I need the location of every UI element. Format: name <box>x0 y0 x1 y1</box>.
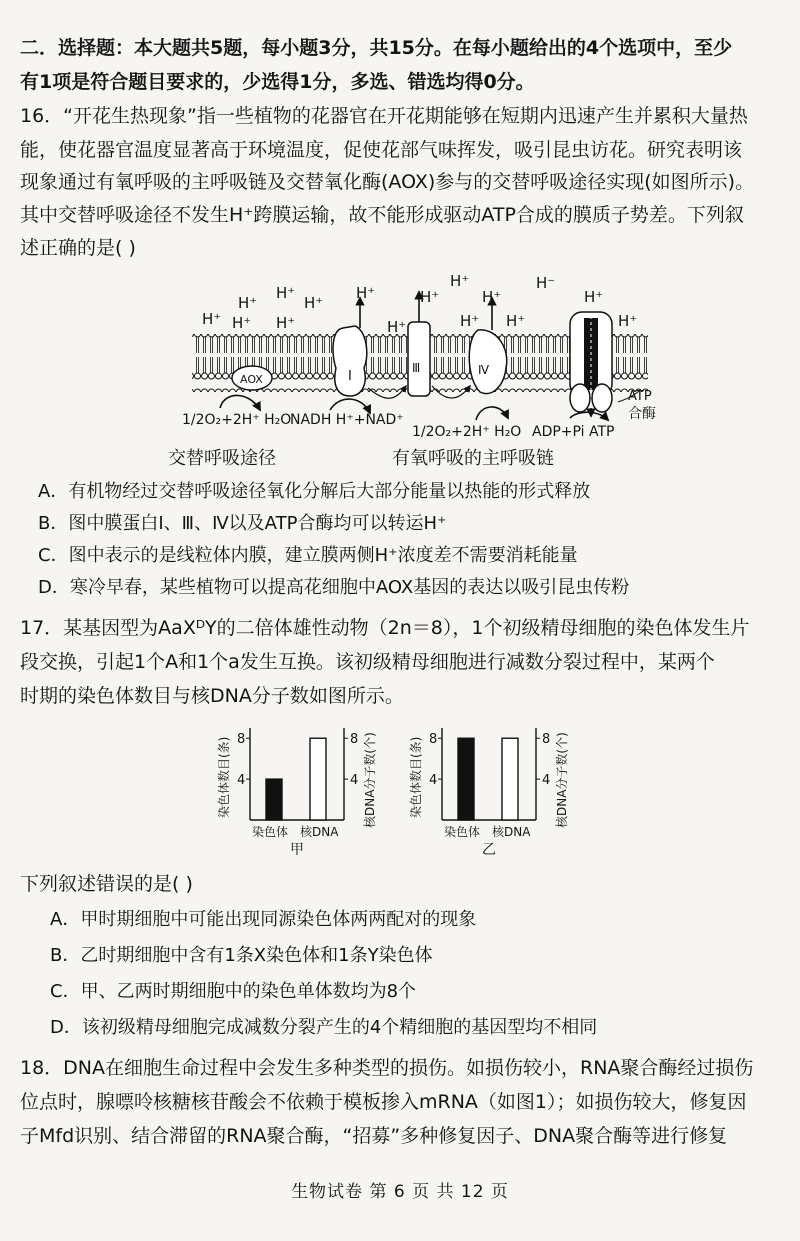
q17-stem-line-1: 17．某基因型为AaXᴰY的二倍体雄性动物（2n＝8），1个初级精母细胞的染色体发生片 <box>20 617 750 639</box>
q16-stem-line-5: 述正确的是( ) <box>20 237 136 259</box>
h-plus-label: H⁺ <box>238 294 258 312</box>
atp-synthase-label-1: ATP <box>628 389 652 404</box>
y-tick-label-left: 4 <box>237 773 246 789</box>
section-header-line-2: 有1项是符合题目要求的，少选得1分，多选、错选均得0分。 <box>20 71 535 93</box>
complex-iii-label: Ⅲ <box>412 361 421 375</box>
h-minus-label: H⁻ <box>536 274 556 292</box>
aox-equation: 1/2O₂+2H⁺ H₂O <box>182 412 292 428</box>
h-plus-label: H⁺ <box>420 288 440 306</box>
y-tick-label-left: 4 <box>429 773 438 789</box>
q16-stem-line-4: 其中交替呼吸途径不发生H⁺跨膜运输，故不能形成驱动ATP合成的膜质子势差。下列叙 <box>20 204 744 226</box>
respiration-chain-figure <box>168 268 680 474</box>
q17-stem-line-3: 时期的染色体数目与核DNA分子数如图所示。 <box>20 685 404 707</box>
q17-prompt: 下列叙述错误的是( ) <box>20 873 193 895</box>
h-plus-label: H⁺ <box>506 312 526 330</box>
h-plus-label: H⁺ <box>584 288 604 306</box>
x-category-label: 核DNA <box>300 825 339 839</box>
h-plus-label: H⁺ <box>202 310 222 328</box>
section-header-line-1: 二．选择题：本大题共5题，每小题3分，共15分。在每小题给出的4个选项中，至少 <box>20 37 733 59</box>
complex-iii-protein <box>408 292 430 396</box>
q18-stem-line-1: 18．DNA在细胞生命过程中会发生多种类型的损伤。如损伤较小，RNA聚合酶经过损伤 <box>20 1057 754 1079</box>
complex-iv-equation: 1/2O₂+2H⁺ H₂O <box>412 424 522 440</box>
bar-chromosome <box>458 738 474 820</box>
h-plus-label: H⁺ <box>460 312 480 330</box>
y-axis-title-left: 染色体数目(条) <box>409 736 423 818</box>
atp-equation: ADP+Pi ATP <box>532 424 615 440</box>
page-footer: 生物试卷 第 6 页 共 12 页 <box>291 1182 509 1202</box>
q18-stem-line-2: 位点时，腺嘌呤核糖核苷酸会不依赖于模板掺入mRNA（如图1）；如损伤较大，修复因 <box>20 1091 747 1113</box>
h-plus-label: H⁺ <box>304 294 324 312</box>
q18-stem-line-3: 子Mfd识别、结合滞留的RNA聚合酶，“招募”多种修复因子、DNA聚合酶等进行修复 <box>20 1125 728 1147</box>
q16-option-b[interactable]: B．图中膜蛋白Ⅰ、Ⅲ、Ⅳ以及ATP合酶均可以转运H⁺ <box>38 513 447 534</box>
aox-label: AOX <box>240 373 263 386</box>
q16-stem-line-1: 16．“开花生热现象”指一些植物的花器官在开花期能够在短期内迅速产生并累积大量热 <box>20 105 748 127</box>
chart-title: 甲 <box>290 842 304 858</box>
x-category-label: 染色体 <box>444 825 481 839</box>
y-tick-label-right: 8 <box>350 732 359 748</box>
y-tick-label-right: 4 <box>350 773 359 789</box>
q17-option-a[interactable]: A．甲时期细胞中可能出现同源染色体两两配对的现象 <box>50 909 477 930</box>
y-axis-title-right: 核DNA分子数(个) <box>555 732 569 828</box>
q17-option-d[interactable]: D．该初级精母细胞完成减数分裂产生的4个精细胞的基因型均不相同 <box>50 1017 598 1038</box>
complex-i-protein <box>330 298 370 413</box>
q16-option-d[interactable]: D．寒冷早春，某些植物可以提高花细胞中AOX基因的表达以吸引昆虫传粉 <box>38 577 630 598</box>
q16-option-c[interactable]: C．图中表示的是线粒体内膜，建立膜两侧H⁺浓度差不需要消耗能量 <box>38 545 578 566</box>
x-category-label: 染色体 <box>252 825 289 839</box>
q17-stem-line-2: 段交换，引起1个A和1个a发生互换。该初级精母细胞进行减数分裂过程中，某两个 <box>20 651 715 673</box>
q16-stem-line-2: 能，使花器官温度显著高于环境温度，促使花部气味挥发，吸引昆虫访花。研究表明该 <box>20 139 743 161</box>
complex-i-label: I <box>348 369 352 384</box>
bar-nuclear-dna <box>502 738 518 820</box>
y-tick-label-left: 8 <box>237 732 246 748</box>
caption-main-chain: 有氧呼吸的主呼吸链 <box>392 448 554 469</box>
y-axis-title-right: 核DNA分子数(个) <box>363 732 377 828</box>
h-plus-label: H⁺ <box>450 272 470 290</box>
nadh-equation: NADH H⁺+NAD⁺ <box>290 412 404 428</box>
complex-iv-label: Ⅳ <box>478 363 490 377</box>
chart-title: 乙 <box>482 842 496 858</box>
q16-stem-line-3: 现象通过有氧呼吸的主呼吸链及交替氧化酶(AOX)参与的交替呼吸途径实现(如图所示)。 <box>20 171 755 193</box>
y-tick-label-right: 4 <box>542 773 551 789</box>
caption-alternative-pathway: 交替呼吸途径 <box>168 448 276 469</box>
y-tick-label-left: 8 <box>429 732 438 748</box>
h-plus-label: H⁺ <box>387 318 407 336</box>
chart-jia <box>212 722 382 862</box>
h-plus-label: H⁺ <box>232 314 252 332</box>
h-plus-label: H⁺ <box>276 284 296 302</box>
bar-nuclear-dna <box>310 738 326 820</box>
y-tick-label-right: 8 <box>542 732 551 748</box>
q17-option-b[interactable]: B．乙时期细胞中含有1条X染色体和1条Y染色体 <box>50 945 433 966</box>
atp-synthase-label-2: 合酶 <box>628 406 656 422</box>
h-plus-label: H⁺ <box>276 314 296 332</box>
h-plus-label: H⁺ <box>356 284 376 302</box>
y-axis-title-left: 染色体数目(条) <box>217 736 231 818</box>
bar-chromosome <box>266 779 282 820</box>
q16-option-a[interactable]: A．有机物经过交替呼吸途径氧化分解后大部分能量以热能的形式释放 <box>38 481 591 502</box>
x-category-label: 核DNA <box>492 825 531 839</box>
q17-option-c[interactable]: C．甲、乙两时期细胞中的染色单体数均为8个 <box>50 981 417 1002</box>
h-plus-label: H⁺ <box>618 312 638 330</box>
chart-yi <box>404 722 574 862</box>
h-plus-label: H⁺ <box>482 288 502 306</box>
